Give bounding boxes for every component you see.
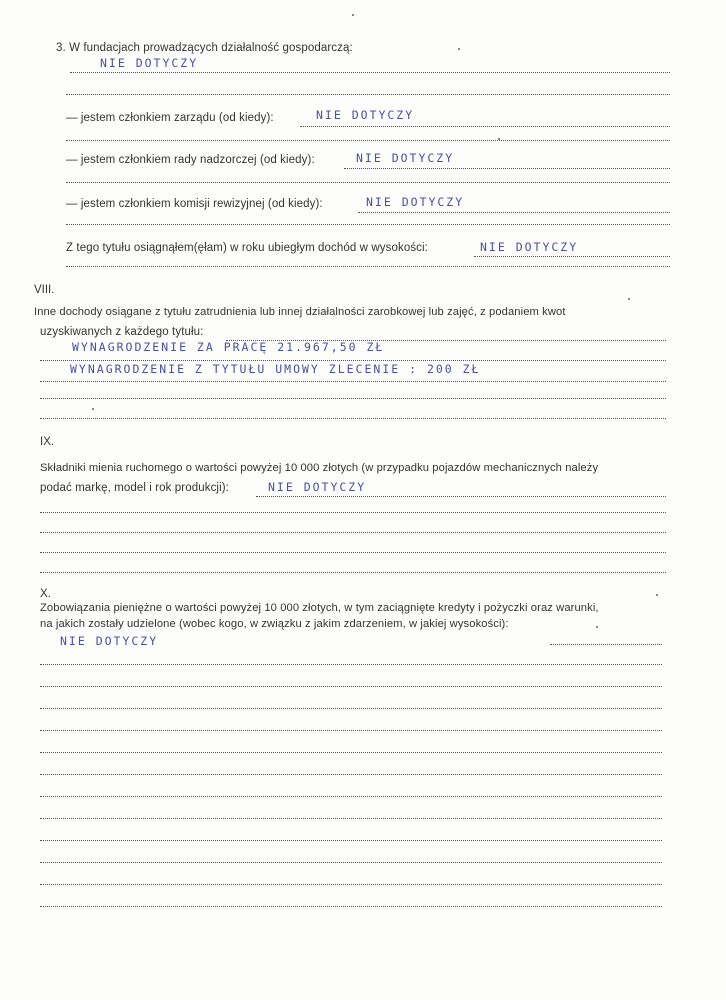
section-10-heading: X. bbox=[40, 588, 51, 600]
income-label: Z tego tytułu osiągnąłem(ęłam) w roku ubiegłym dochód w wysokości: bbox=[66, 242, 428, 254]
section-9-handwritten-value: NIE DOTYCZY bbox=[268, 480, 367, 494]
answer-line bbox=[256, 496, 666, 497]
supervisory-board-handwritten-value: NIE DOTYCZY bbox=[356, 151, 455, 165]
answer-line bbox=[40, 752, 662, 753]
section-9-heading: IX. bbox=[40, 436, 55, 448]
section-9-text: Składniki mienia ruchomego o wartości powyżej 10 000 złotych (w przypadku pojazdów mechanicznych należy bbox=[40, 462, 599, 474]
answer-line bbox=[40, 552, 666, 553]
audit-committee-label: — jestem członkiem komisji rewizyjnej (od kiedy): bbox=[66, 198, 323, 210]
answer-line bbox=[40, 572, 666, 573]
section-10-text: na jakich zostały udzielone (wobec kogo, w związku z jakim zdarzeniem, w jakiej wysokości): bbox=[40, 618, 509, 630]
answer-line bbox=[40, 818, 662, 819]
answer-line bbox=[550, 644, 662, 645]
answer-line bbox=[66, 94, 670, 95]
answer-line bbox=[70, 72, 670, 73]
section-3-handwritten-value: NIE DOTYCZY bbox=[100, 56, 199, 70]
answer-line bbox=[66, 224, 670, 225]
scan-speck bbox=[498, 138, 500, 140]
answer-line bbox=[358, 212, 670, 213]
answer-line bbox=[474, 256, 670, 257]
scan-speck bbox=[628, 298, 630, 300]
board-member-handwritten-value: NIE DOTYCZY bbox=[316, 108, 415, 122]
scan-speck bbox=[656, 594, 658, 596]
answer-line bbox=[40, 418, 666, 419]
answer-line bbox=[40, 664, 662, 665]
section-8-handwritten-entry: WYNAGRODZENIE ZA PRACĘ 21.967,50 ZŁ bbox=[72, 340, 385, 354]
answer-line bbox=[40, 512, 666, 513]
scan-speck bbox=[92, 408, 94, 410]
section-8-text: Inne dochody osiągane z tytułu zatrudnienia lub innej działalności zarobkowej lub zajęć, z podaniem kwot bbox=[34, 306, 566, 318]
section-8-handwritten-entry: WYNAGRODZENIE Z TYTUŁU UMOWY ZLECENIE : 200 ZŁ bbox=[70, 362, 481, 376]
section-3-title: 3. W fundacjach prowadzących działalność gospodarczą: bbox=[56, 42, 353, 54]
answer-line bbox=[66, 266, 670, 267]
answer-line bbox=[40, 840, 662, 841]
board-member-label: — jestem członkiem zarządu (od kiedy): bbox=[66, 112, 274, 124]
income-handwritten-value: NIE DOTYCZY bbox=[480, 240, 579, 254]
answer-line bbox=[40, 796, 662, 797]
answer-line bbox=[40, 360, 666, 361]
answer-line bbox=[40, 398, 666, 399]
answer-line bbox=[40, 774, 662, 775]
answer-line bbox=[66, 140, 670, 141]
section-10-handwritten-value: NIE DOTYCZY bbox=[60, 634, 159, 648]
answer-line bbox=[40, 381, 666, 382]
answer-line bbox=[40, 708, 662, 709]
section-10-text: Zobowiązania pieniężne o wartości powyżej 10 000 złotych, w tym zaciągnięte kredyty i pożyczki oraz warunki, bbox=[40, 602, 599, 614]
answer-line bbox=[66, 182, 670, 183]
answer-line bbox=[40, 730, 662, 731]
section-9-text: podać markę, model i rok produkcji): bbox=[40, 482, 229, 494]
scan-speck bbox=[596, 626, 598, 628]
section-8-heading: VIII. bbox=[34, 284, 55, 296]
answer-line bbox=[40, 862, 662, 863]
answer-line bbox=[40, 884, 662, 885]
answer-line bbox=[40, 906, 662, 907]
scan-speck bbox=[458, 48, 460, 50]
answer-line bbox=[300, 126, 670, 127]
audit-committee-handwritten-value: NIE DOTYCZY bbox=[366, 195, 465, 209]
supervisory-board-label: — jestem członkiem rady nadzorczej (od kiedy): bbox=[66, 154, 315, 166]
section-8-text: uzyskiwanych z każdego tytułu: bbox=[40, 326, 204, 338]
scan-speck bbox=[352, 14, 354, 16]
answer-line bbox=[40, 686, 662, 687]
answer-line bbox=[344, 168, 670, 169]
answer-line bbox=[40, 532, 666, 533]
